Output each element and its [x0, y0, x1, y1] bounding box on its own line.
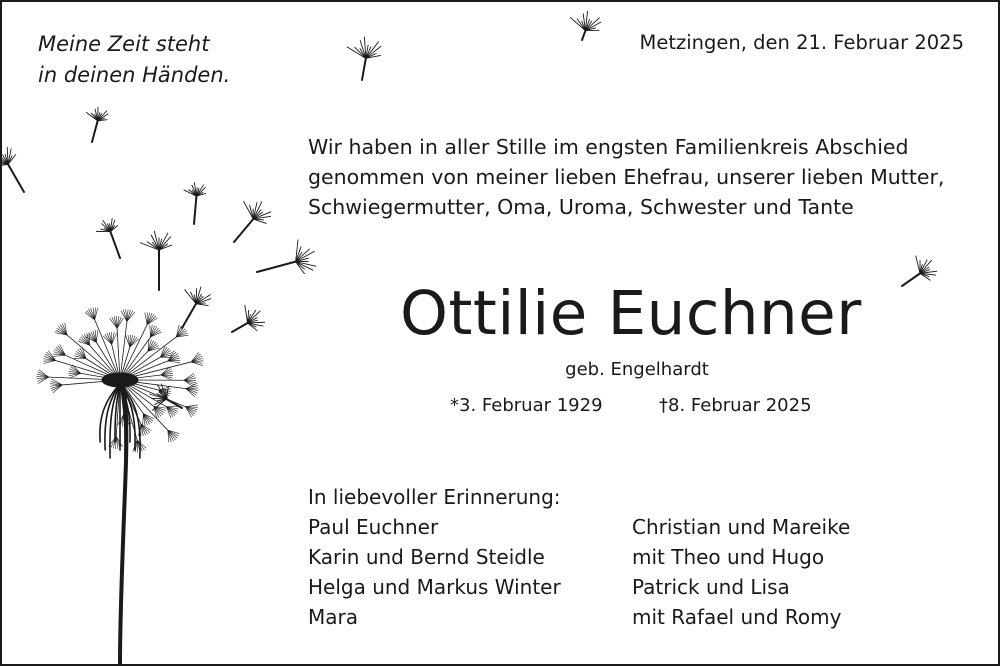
- deceased-name: Ottilie Euchner: [400, 278, 862, 349]
- dandelion-seed: [347, 37, 381, 80]
- dandelion-seed: [234, 201, 271, 242]
- mourner-name: Helga und Markus Winter: [308, 575, 561, 599]
- mourner-name: mit Rafael und Romy: [632, 605, 842, 629]
- announcement-line: Wir haben in aller Stille im engsten Familienkreis Abschied: [308, 135, 909, 159]
- motto: [38, 29, 230, 91]
- death-date: †8. Februar 2025: [659, 395, 812, 416]
- dandelion-seed: [232, 305, 265, 332]
- dandelion-seed: [182, 287, 211, 328]
- dandelion-seed: [902, 256, 937, 286]
- mourners-right-column: [632, 512, 850, 632]
- dandelion-seed: [140, 231, 171, 290]
- dandelion-seed: [86, 107, 108, 142]
- motto-line: Meine Zeit steht: [38, 32, 210, 56]
- motto-line: in deinen Händen.: [38, 63, 231, 87]
- announcement-line: genommen von meiner lieben Ehefrau, unserer lieben Mutter,: [308, 165, 945, 189]
- announcement-text: [308, 132, 944, 222]
- mourner-name: Karin und Bernd Steidle: [308, 545, 545, 569]
- mourner-name: Christian und Mareike: [632, 515, 851, 539]
- dandelion-seed: [96, 219, 120, 258]
- dandelion-seed: [257, 240, 316, 274]
- mourner-name: Patrick und Lisa: [632, 575, 790, 599]
- announcement-line: Schwiegermutter, Oma, Uroma, Schwester und Tante: [308, 195, 854, 219]
- dandelion-seed: [184, 183, 206, 224]
- dandelion-seed: [2, 147, 24, 192]
- dandelion-seed: [570, 11, 600, 40]
- mourner-name: mit Theo und Hugo: [632, 545, 825, 569]
- mourners-heading: In liebevoller Erinnerung:: [308, 485, 561, 509]
- place-and-date: Metzingen, den 21. Februar 2025: [639, 31, 964, 54]
- birth-date: *3. Februar 1929: [450, 395, 603, 416]
- mourners-left-column: [308, 512, 561, 632]
- mourner-name: Paul Euchner: [308, 515, 439, 539]
- maiden-name: geb. Engelhardt: [565, 359, 709, 380]
- mourner-name: Mara: [308, 605, 358, 629]
